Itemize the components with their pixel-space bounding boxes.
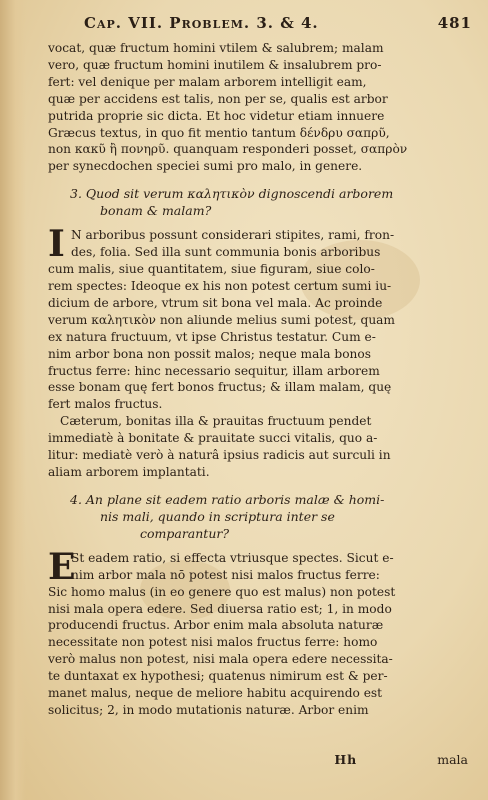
text-line: nim arbor bona non possit malos; neque mala bonos [48,346,371,361]
page-gutter-shadow [0,0,26,800]
text-line: Græcus textus, in quo fit mentio tantum δένδρυ σαπρῦ, [48,125,390,140]
paragraph-caeterum [48,413,468,481]
text-line: dicium de arbore, vtrum sit bona vel mala. Ac proinde [48,295,383,310]
page-footer [48,752,468,767]
text-line: necessitate non potest nisi malos fructus ferre: homo [48,635,378,650]
text-line: aliam arborem implantati. [48,464,210,479]
text-line: Cæterum, bonitas illa & prauitas fructuum pendet [60,414,372,429]
text-line: nim arbor mala nō potest nisi malos fructus ferre: [71,567,380,582]
text-line: putrida proprie sic dicta. Et hoc videtur etiam innuere [48,108,385,123]
text-line: nisi mala opera edere. Sed diuersa ratio est; 1, in modo [48,601,392,616]
signature-mark: Hh [334,752,358,767]
running-title: Cap. VII. Problem. 3. & 4. [84,14,319,32]
question-line: comparantur? [140,525,230,541]
page-number: 481 [437,14,472,32]
page-body [48,40,468,719]
text-line: non κακῦ ἢ πονηρῦ. quanquam responderi posset, σαπρὸν [48,142,408,157]
text-line: N arboribus possunt considerari stipites, rami, fron- [71,228,395,243]
question-heading-4 [70,491,468,542]
question-line: nis mali, quando in scriptura inter se [100,508,335,524]
question-line: bonam & malam? [100,203,212,219]
question-line: 4. An plane sit eadem ratio arboris malæ & homi- [70,491,385,507]
drop-cap: I [48,223,65,266]
text-line: litur: mediatè verò à naturâ ipsius radicis aut surculi in [48,448,391,463]
text-line: fructus ferre: hinc necessario sequitur, illam arborem [48,363,380,378]
drop-cap: E [48,545,76,588]
text-line: fert malos fructus. [48,397,163,412]
text-line: esse bonam quę fert bonos fructus; & illam malam, quę [48,380,392,395]
text-line: Sic homo malus (in eo genere quo est malus) non potest [48,584,396,599]
text-line: verum καλητικὸν non aliunde melius sumi potest, quam [48,312,395,327]
text-line: rem spectes: Ideoque ex his non potest certum sumi iu- [48,278,392,293]
text-line: solicitus; 2, in modo mutationis naturæ. Arbor enim [48,703,369,717]
text-line: producendi fructus. Arbor enim mala absoluta naturæ [48,618,384,633]
question-heading-3 [70,185,468,219]
text-line: cum malis, siue quantitatem, siue figuram, siue colo- [48,262,375,277]
text-line: manet malus, neque de meliore habitu acquirendo est [48,686,383,701]
text-line: fert: vel denique per malam arborem intelligit eam, [48,74,367,89]
text-line: per synecdochen speciei sumi pro malo, in genere. [48,159,363,174]
text-line: verò malus non potest, nisi mala opera edere necessita- [48,652,393,667]
text-line: St eadem ratio, si effecta vtriusque spectes. Sicut e- [71,550,394,565]
answer-paragraph-4 [48,545,468,719]
text-line: ex natura fructuum, vt ipse Christus testatur. Cum e- [48,329,376,344]
running-header [84,14,472,32]
text-line: des, folia. Sed illa sunt communia bonis arboribus [71,245,381,260]
text-line: vero, quæ fructum homini inutilem & insalubrem pro- [48,57,382,72]
intro-paragraph [48,40,468,175]
question-line: 3. Quod sit verum καλητικὸν dignoscendi arborem [70,186,394,202]
text-line: te duntaxat ex hypothesi; quatenus nimirum est & per- [48,669,388,684]
text-line: vocat, quæ fructum homini vtilem & salubrem; malam [48,41,384,55]
text-line: immediatè à bonitate & prauitate succi vitalis, quo a- [48,431,378,446]
answer-paragraph-3 [48,223,468,413]
catchword: mala [437,752,468,767]
text-line: quæ per accidens est talis, non per se, qualis est arbor [48,91,388,106]
